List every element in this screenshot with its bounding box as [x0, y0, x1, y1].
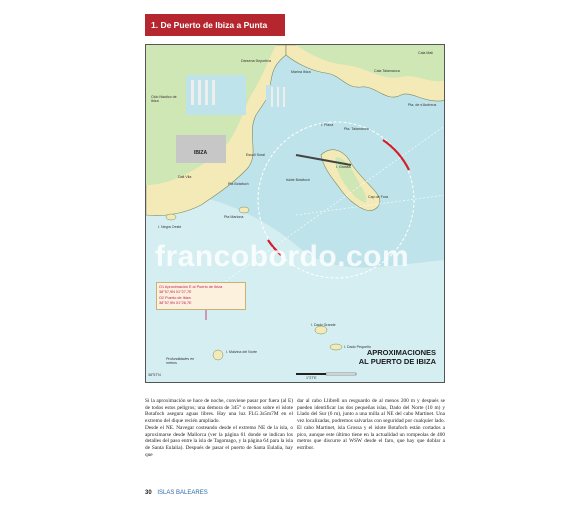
label-i-plana: I. Plana — [321, 123, 334, 127]
paragraph: dar al cabo Llibrell un resguardo de al menos 200 m y después se pueden identificar las dos pequeñas islas, Dado del Norte (10 m) y Llado del Sur (6 m), junto a una milla al NE del cabo Martinet. Una vez localizadas, podremos salvarlas con seguridad por cualquier lado. El cabo Martinet, isla Grossa y el islote Botafoch están cortados a pico, aunque este último tiene en la actualidad un rompeolas de 400 metros que discurre al WSW desde el faro, que hay que doblar a estribor. — [297, 398, 445, 451]
legend-line-1: O1 Aproximación E al Puerto de Ibiza — [159, 285, 223, 289]
label-dado-pequeno: I. Dado Pequeño — [344, 345, 371, 349]
label-cala-mali: Cala Malí — [418, 51, 434, 55]
label-profundidades: Profundidades en metros — [166, 357, 195, 365]
watermark: francobordo.com — [155, 240, 410, 273]
footer-section: ISLAS BALEARES — [157, 490, 208, 496]
label-marina-deportiva: Dársena Deportiva — [241, 59, 271, 63]
label-i-grossa: I. Grossa — [336, 165, 351, 169]
label-dalt-vila: Dalt Vila — [178, 175, 192, 179]
chart-title-line-1: APROXIMACIONES — [366, 348, 436, 357]
section-banner: 1. De Puerto de Ibiza a Punta — [145, 14, 285, 36]
label-ibiza: IBIZA — [194, 150, 208, 156]
label-dado-grande: I. Dado Grande — [311, 323, 336, 327]
label-marina-ibiza: Marina Ibiza — [291, 70, 311, 74]
label-cap-de-fora: Cap de Fora — [368, 195, 388, 199]
legend-line-4: 38°57,9N 01°26,7E — [159, 301, 192, 305]
chart-title-line-2: AL PUERTO DE IBIZA — [358, 356, 436, 366]
body-column-right — [297, 398, 445, 452]
body-column-left — [145, 398, 293, 458]
label-cala-talamanca: Cala Talamanca — [374, 69, 400, 73]
label-escull-soral: Escull Soral — [246, 153, 265, 157]
legend-line-3: O2 Puerto de Ibiza — [159, 296, 191, 300]
label-pta-des-andreus: Pta. de s'Andreus — [408, 103, 437, 107]
label-pta-talamanca: Pta. Talamanca — [344, 127, 369, 131]
label-islote-botafoch: Islote Botafoch — [286, 178, 310, 182]
label-pta-botafoch: Pta Botafoch — [228, 182, 249, 186]
label-pta-marlona: Pta Marlona — [224, 215, 244, 219]
label-latitude: 38°57'N — [148, 373, 161, 377]
label-club-nautico: Club Náutico de Ibiza — [151, 95, 177, 103]
page-footer — [145, 490, 208, 496]
chart-title — [359, 349, 436, 366]
chart-drawing — [146, 45, 445, 383]
label-negra-oeste: I. Negra Oeste — [158, 225, 182, 229]
label-longitude: 1°27'E — [306, 376, 317, 380]
nautical-chart — [145, 44, 445, 383]
waypoint-legend — [156, 282, 246, 310]
label-malvina: I. Malvina del Norte — [226, 350, 257, 354]
page-number: 30 — [145, 490, 152, 496]
paragraph: Si la aproximación se hace de noche, conviene pasar por fuera (al E) de todos estos peligros; una demora de 345° o menos sobre el islote Botafoch asegura aguas libres. Hay una luz FLG.3s5m7M en el extremo del dique recién ampliado. — [145, 398, 293, 425]
legend-line-2: 38°57,9N 01°27,7E — [159, 290, 192, 294]
paragraph: Desde el NE. Navegar costeando desde el extremo NE de la isla, o aproximarse desde Mallorca (ver la página 61 donde se indican los detalles del paso entre la isla de Tagomago, y la página 64 para la isla de Santa Eulalia). Después de pasar el puerto de Santa Eulalia, hay que — [145, 424, 293, 458]
